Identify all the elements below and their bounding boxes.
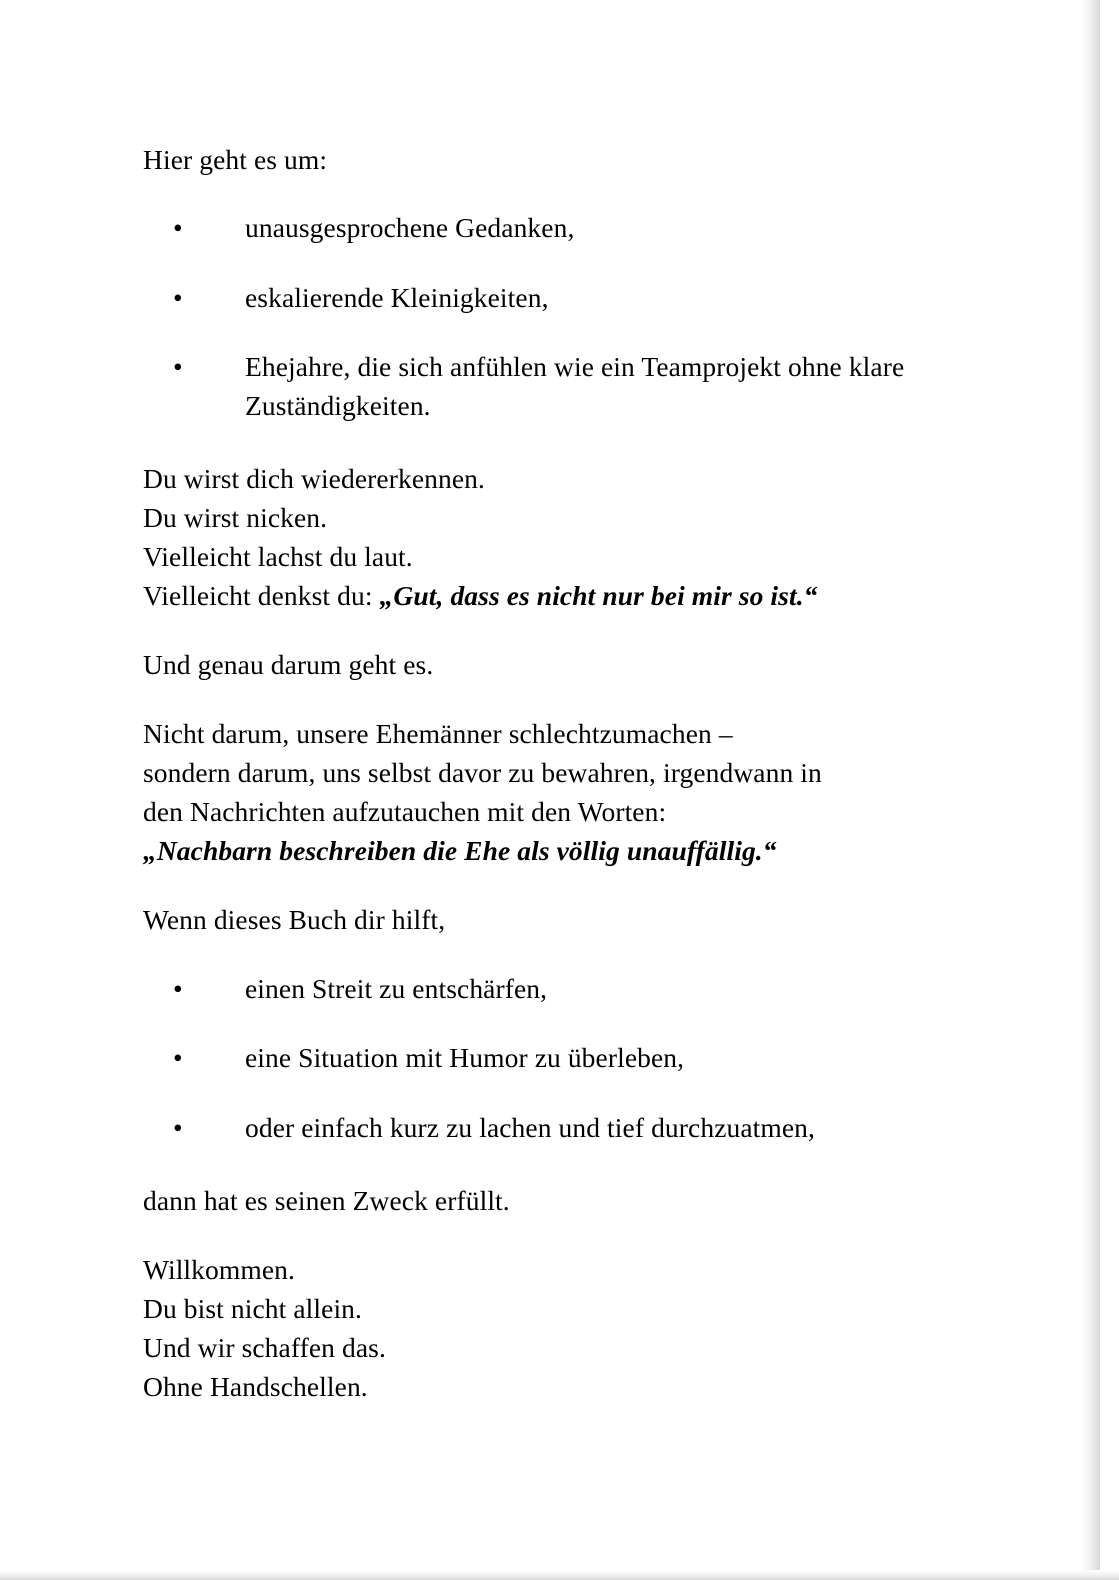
bullet-icon: • bbox=[173, 972, 183, 1004]
news-paragraph bbox=[143, 714, 943, 870]
recognition-line-4 bbox=[143, 576, 943, 615]
news-line-2: sondern darum, uns selbst davor zu bewahren, irgendwann in bbox=[143, 757, 822, 789]
bullet-icon: • bbox=[173, 1042, 183, 1074]
closing-line-1: Willkommen. bbox=[143, 1254, 295, 1286]
list-item-label: eskalierende Kleinigkeiten, bbox=[245, 281, 549, 313]
list-item bbox=[143, 970, 943, 1009]
list-item bbox=[143, 1039, 943, 1078]
list-item-label: unausgesprochene Gedanken, bbox=[245, 212, 575, 244]
closing-line-3: Und wir schaffen das. bbox=[143, 1332, 386, 1364]
bullet-list-topics bbox=[143, 209, 943, 425]
closing-paragraph bbox=[143, 1250, 943, 1406]
recognition-line-4-prefix: Vielleicht denkst du: bbox=[143, 580, 380, 612]
list-item-label: Ehejahre, die sich anfühlen wie ein Teamprojekt ohne klare Zuständigkeiten. bbox=[245, 351, 905, 421]
news-line-1: Nicht darum, unsere Ehemänner schlechtzumachen – bbox=[143, 718, 733, 750]
intro-paragraph: Hier geht es um: bbox=[143, 144, 328, 175]
bullet-list-benefits bbox=[143, 970, 943, 1148]
list-item-label: eine Situation mit Humor zu überleben, bbox=[245, 1042, 685, 1074]
list-item-label: einen Streit zu entschärfen, bbox=[245, 972, 548, 1004]
page-edge-shadow-right bbox=[1081, 0, 1100, 1580]
recognition-line-1: Du wirst dich wiedererkennen. bbox=[143, 463, 485, 495]
list-item-label: oder einfach kurz zu lachen und tief durchzuatmen, bbox=[245, 1111, 816, 1143]
recognition-paragraph bbox=[143, 459, 943, 615]
list-item bbox=[143, 209, 943, 248]
bullet-icon: • bbox=[173, 351, 183, 383]
bullet-icon: • bbox=[173, 281, 183, 313]
recognition-quote: „Gut, dass es nicht nur bei mir so ist.“ bbox=[379, 580, 818, 612]
document-body bbox=[143, 140, 943, 1406]
list-item bbox=[143, 1109, 943, 1148]
bullet-icon: • bbox=[173, 1111, 183, 1143]
list-item bbox=[143, 279, 943, 318]
recognition-line-3: Vielleicht lachst du laut. bbox=[143, 541, 413, 573]
closing-line-2: Du bist nicht allein. bbox=[143, 1293, 363, 1325]
news-line-3: den Nachrichten aufzutauchen mit den Worten: bbox=[143, 796, 667, 828]
purpose-paragraph: Und genau darum geht es. bbox=[143, 649, 434, 681]
closing-line-4: Ohne Handschellen. bbox=[143, 1371, 368, 1403]
list-item bbox=[143, 348, 943, 425]
bullet-icon: • bbox=[173, 212, 183, 244]
news-quote: „Nachbarn beschreiben die Ehe als völlig unauffällig.“ bbox=[143, 835, 777, 867]
help-outro-paragraph: dann hat es seinen Zweck erfüllt. bbox=[143, 1185, 510, 1217]
help-intro-paragraph: Wenn dieses Buch dir hilft, bbox=[143, 904, 446, 936]
page-edge-shadow-bottom bbox=[0, 1570, 1119, 1580]
recognition-line-2: Du wirst nicken. bbox=[143, 502, 328, 534]
